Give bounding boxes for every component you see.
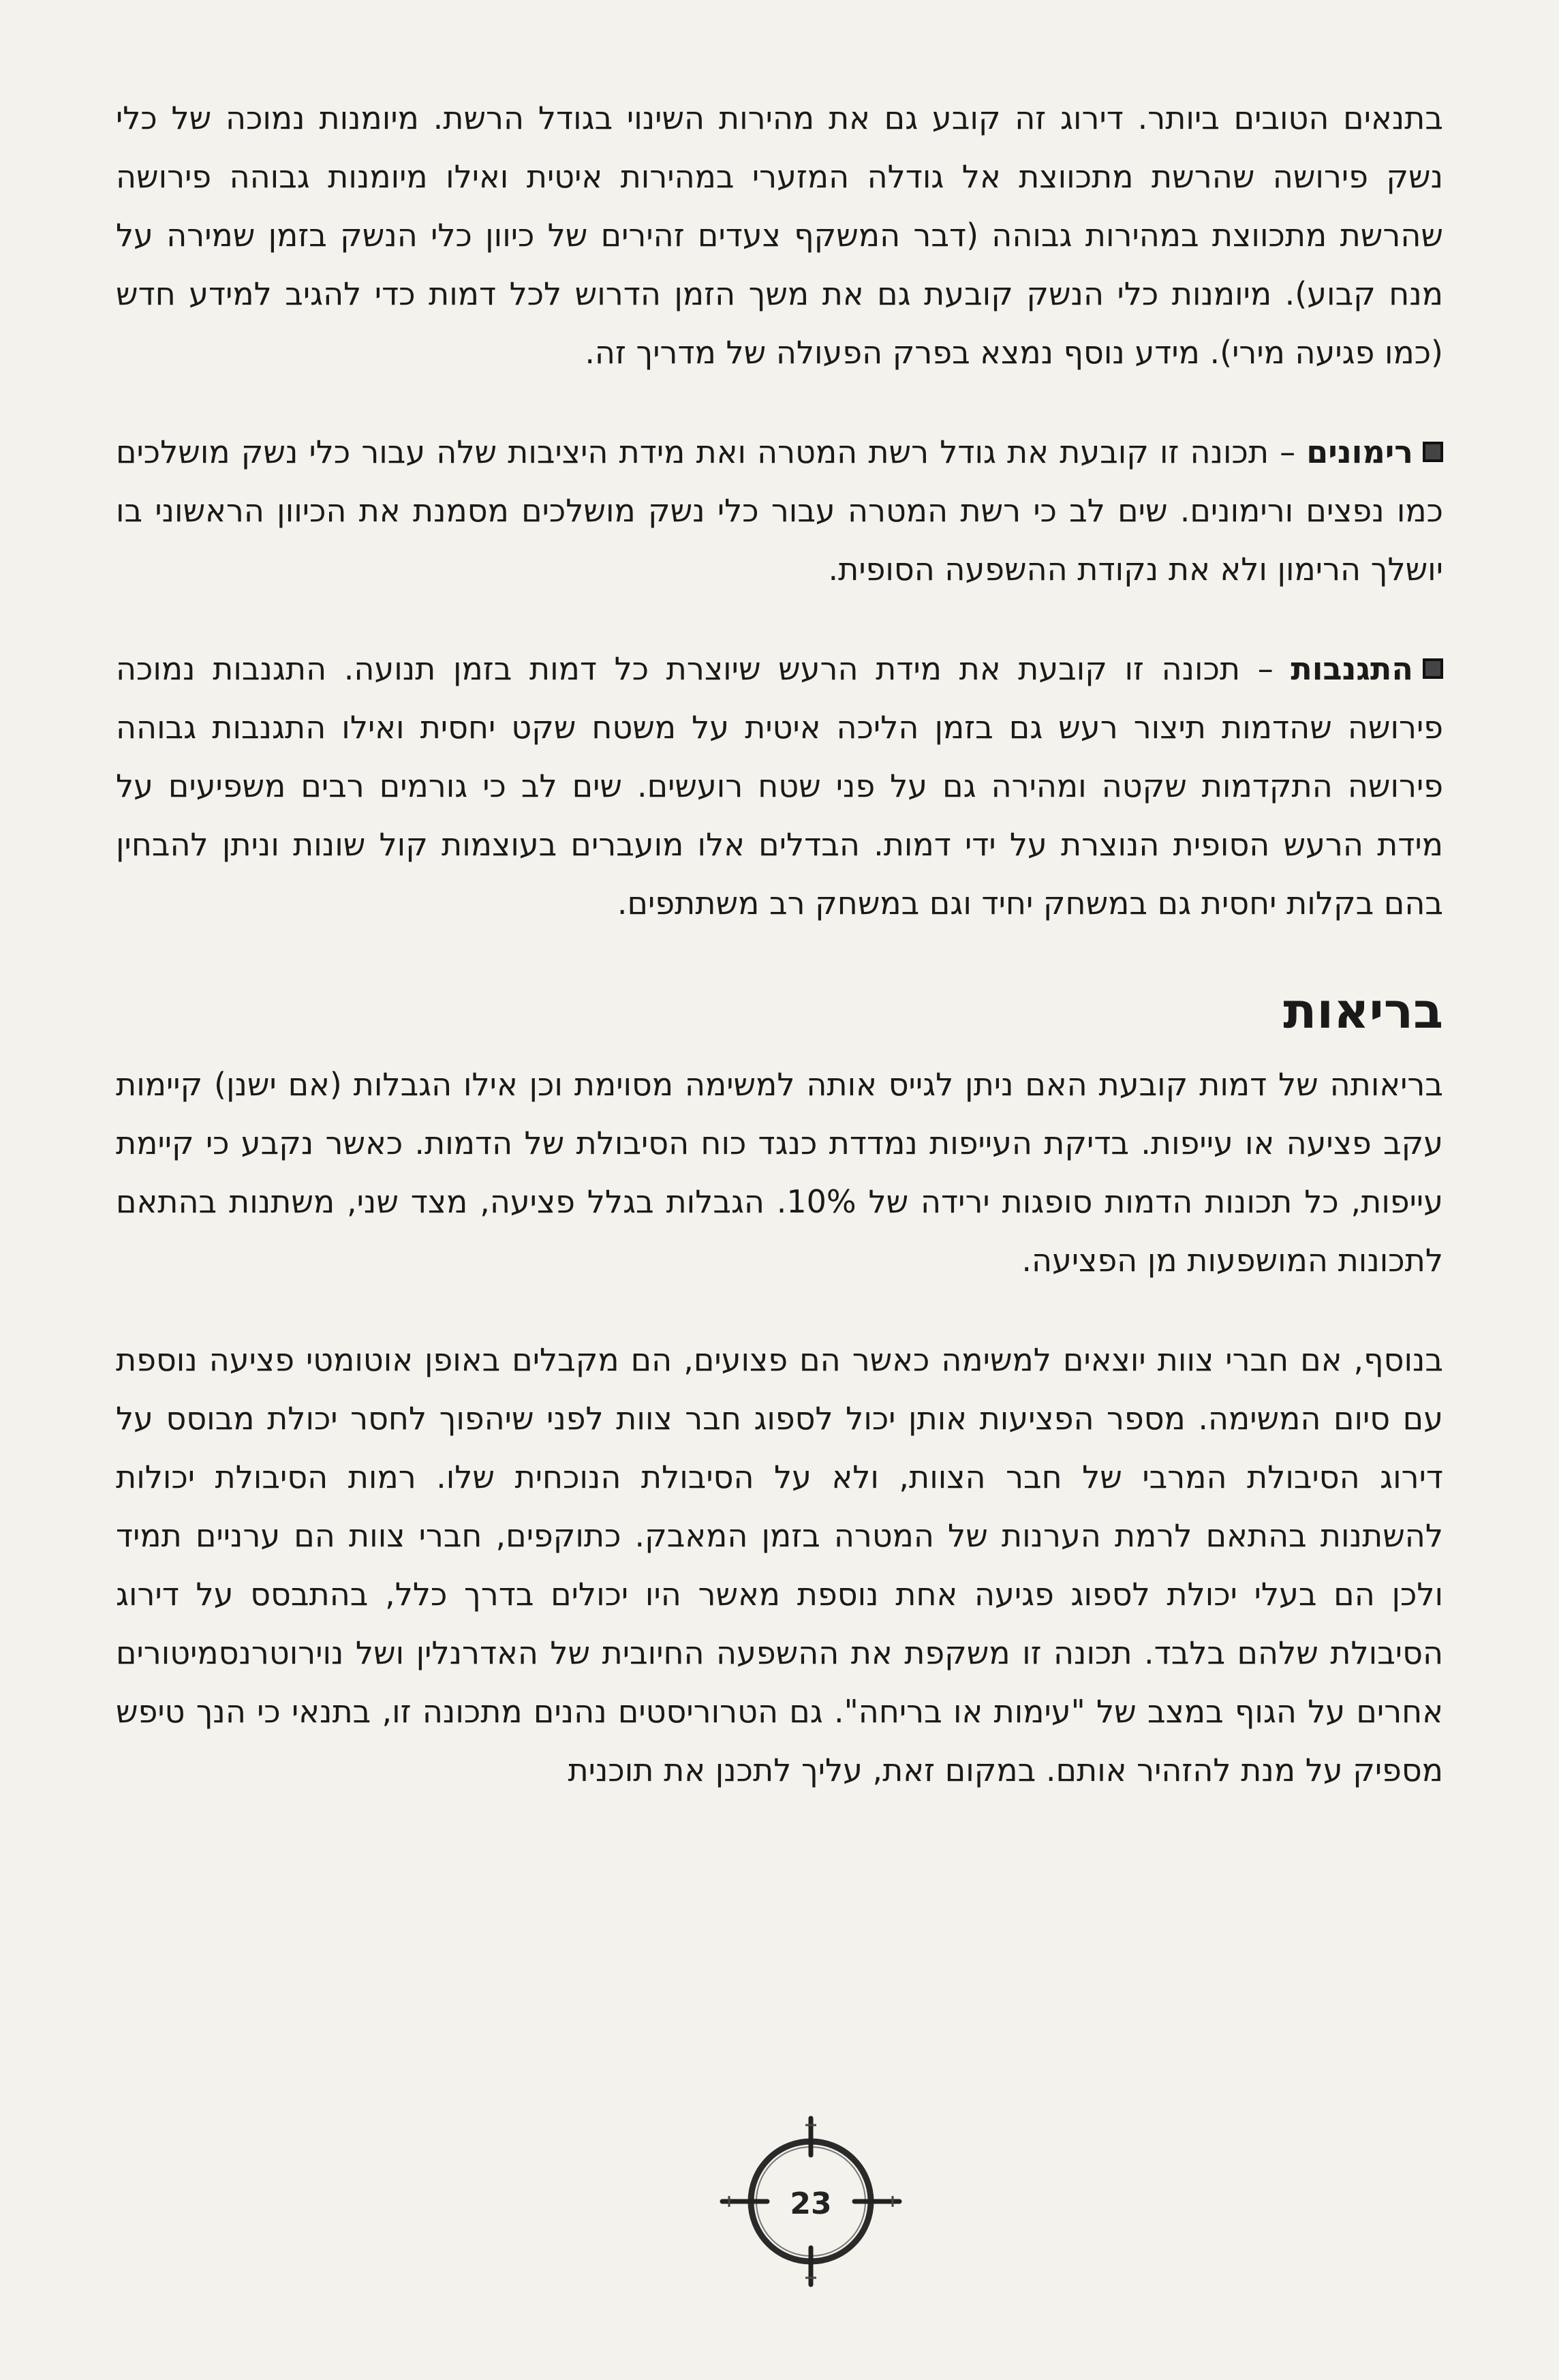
health-paragraph-1: בריאותה של דמות קובעת האם ניתן לגייס אותה למשימה מסוימת וכן אילו הגבלות (אם ישנן) קיימות עקב פציעה או עייפות. בדיקת העייפות נמדדת כנגד כוח הסיבולת של הדמות. כאשר נקבע כי קיימת עייפות, כל תכונות הדמות סופגות ירידה של 10%. הגבלות בגלל פציעה, מצד שני, משתנות בהתאם לתכונות המושפעות מן הפציעה. <box>116 1066 1443 1279</box>
bullet-stealth-text: – תכונה זו קובעת את מידת הרעש שיוצרת כל דמות בזמן תנועה. התגנבות נמוכה פירושה שהדמות תיצור רעש גם בזמן הליכה איטית על משטח שקט יחסית ואילו התגנבות גבוהה פירושה התקדמות שקטה ומהירה גם על פני שטח רועשים. שים לב כי גורמים רבים משפיעים על מידת הרעש הסופית הנוצרת על ידי דמות. הבדלים אלו מועברים בעוצמות קול שונות וניתן להבחין בהם בקלות יחסית גם במשחק יחיד וגם במשחק רב משתתפים. <box>116 650 1443 921</box>
section-heading: בריאות <box>1283 982 1443 1039</box>
page-footer <box>0 2113 1559 2290</box>
page-content <box>116 89 1443 1799</box>
bullet-grenades <box>116 423 1443 598</box>
bullet-stealth-term: התגנבות <box>1291 650 1413 687</box>
bullet-grenades-term: רימונים <box>1306 433 1413 470</box>
page-number: 23 <box>790 2186 832 2221</box>
intro-paragraph: בתנאים הטובים ביותר. דירוג זה קובע גם את מהירות השינוי בגודל הרשת. מיומנות נמוכה של כלי נשק פירושה שהרשת מתכווצת אל גודלה המזערי במהירות איטית ואילו מיומנות גבוהה פירושה שהרשת מתכווצת במהירות גבוהה (דבר המשקף צעדים זהירים של כיוון כלי הנשק בזמן שמירה על מנח קבוע). מיומנות כלי הנשק קובעת גם את משך הזמן הדרוש לכל דמות כדי להגיב למידע חדש (כמו פגיעה מירי). מידע נוסף נמצא בפרק הפעולה של מדריך זה. <box>116 100 1443 371</box>
health-block-1 <box>116 1055 1443 1290</box>
bullet-grenades-text: – תכונה זו קובעת את גודל רשת המטרה ואת מידת היציבות שלה עבור כלי נשק מושלכים כמו נפצים ורימונים. שים לב כי רשת המטרה עבור כלי נשק מושלכים מסמנת את הכיוון הראשוני בו יושלך הרימון ולא את נקודת ההשפעה הסופית. <box>116 433 1443 588</box>
health-block-2 <box>116 1330 1443 1799</box>
bullet-grenades-paragraph <box>116 423 1443 598</box>
bullet-square-icon <box>1423 658 1443 679</box>
intro-block <box>116 89 1443 382</box>
bullet-square-icon <box>1423 442 1443 462</box>
health-paragraph-2: בנוסף, אם חברי צוות יוצאים למשימה כאשר הם פצועים, הם מקבלים באופן אוטומטי פציעה נוספת עם סיום המשימה. מספר הפציעות אותן יכול לספוג חבר צוות לפני שיהפוך לחסר יכולת מבוסס על דירוג הסיבולת המרבי של חבר הצוות, ולא על הסיבולת הנוכחית שלו. רמות הסיבולת יכולות להשתנות בהתאם לרמת הערנות של המטרה בזמן המאבק. כתוקפים, חברי צוות הם ערניים תמיד ולכן הם בעלי יכולת לספוג פגיעה אחת נוספת מאשר היו יכולים בדרך כלל, בהתבסס על דירוג הסיבולת שלהם בלבד. תכונה זו משקפת את ההשפעה החיובית של האדרנלין ושל נוירוטרנסמיטורים אחרים על הגוף במצב של "עימות או בריחה". גם הטרוריסטים נהנים מתכונה זו, בתנאי כי הנך טיפש מספיק על מנת להזהיר אותם. במקום זאת, עליך לתכנן את תוכנית <box>116 1341 1443 1788</box>
bullet-stealth-paragraph <box>116 639 1443 932</box>
bullet-stealth <box>116 639 1443 932</box>
